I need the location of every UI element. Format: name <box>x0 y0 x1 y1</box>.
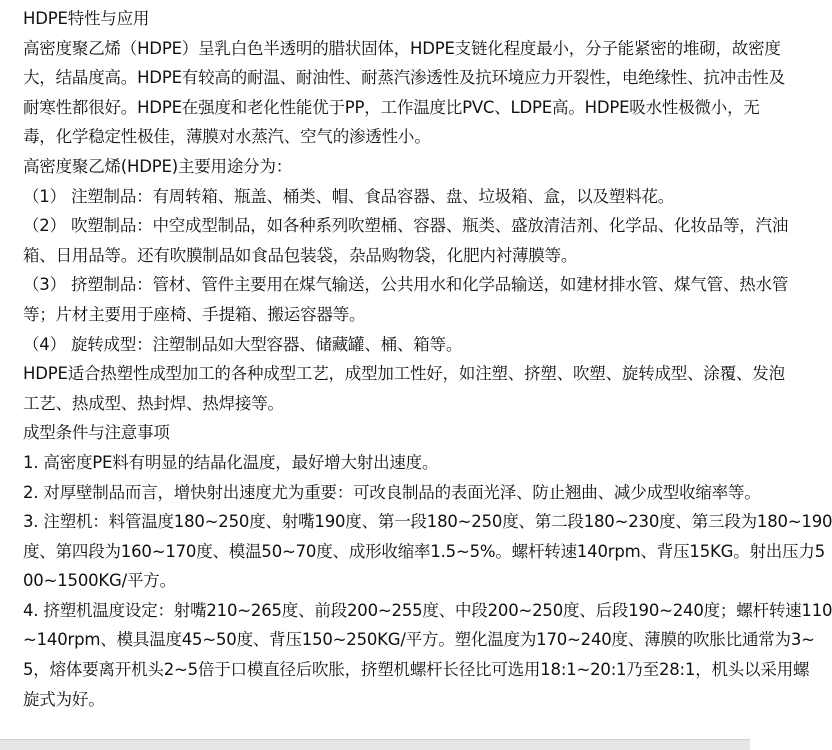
text-line: HDPE适合热塑性成型加工的各种成型工艺，成型加工性好，如注塑、挤塑、吹塑、旋转成型、涂覆、发泡 <box>23 364 785 384</box>
text-line: ~140rpm、模具温度45~50度、背压150~250KG/平方。塑化温度为170~240度、薄膜的吹胀比通常为3~ <box>23 630 815 650</box>
condition-item-3: 3. 注塑机：料管温度180~250度、射嘴190度、第一段180~250度、第二段180~230度、第三段为180~190 <box>23 512 832 532</box>
list-item-injection: （1） 注塑制品：有周转箱、瓶盖、桶类、帽、食品容器、盘、垃圾箱、盒，以及塑料花。 <box>23 186 675 206</box>
doc-title: HDPE特性与应用 <box>23 9 150 28</box>
document-body <box>23 4 832 714</box>
condition-item-2: 2. 对厚壁制品而言，增快射出速度尤为重要：可改良制品的表面光泽、防止翘曲、减少成型收缩率等。 <box>23 482 761 502</box>
text-line: 5，熔体要离开机头2~5倍于口模直径后吹胀，挤塑机螺杆长径比可选用18:1~20:1乃至28:1，机头以采用螺 <box>23 660 810 680</box>
condition-item-1: 1. 高密度PE料有明显的结晶化温度，最好增大射出速度。 <box>23 452 439 472</box>
list-item-extrusion: （3） 挤塑制品：管材、管件主要用在煤气输送，公共用水和化学品输送，如建材排水管、煤气管、热水管 <box>23 275 789 295</box>
text-line: 00~1500KG/平方。 <box>23 571 176 591</box>
text-line: 大，结晶度高。HDPE有较高的耐温、耐油性、耐蒸汽渗透性及抗环境应力开裂性，电绝缘性、抗冲击性及 <box>23 68 785 88</box>
text-line: 工艺、热成型、热封焊、热焊接等。 <box>23 393 284 413</box>
condition-item-4: 4. 挤塑机温度设定：射嘴210~265度、前段200~255度、中段200~250度、后段190~240度；螺杆转速110 <box>23 600 832 620</box>
text-line: 箱、日用品等。还有吹膜制品如食品包装袋，杂品购物袋，化肥内衬薄膜等。 <box>23 245 578 265</box>
text-line: 度、第四段为160~170度、模温50~70度、成形收缩率1.5~5%。螺杆转速140rpm、背压15KG。射出压力5 <box>23 541 825 561</box>
list-item-blow: （2） 吹塑制品：中空成型制品，如各种系列吹塑桶、容器、瓶类、盛放清洁剂、化学品、化妆品等，汽油 <box>23 216 789 236</box>
text-line: 高密度聚乙烯（HDPE）呈乳白色半透明的腊状固体，HDPE支链化程度最小，分子能紧密的堆砌，故密度 <box>23 38 781 58</box>
text-line: 等；片材主要用于座椅、手提箱、搬运容器等。 <box>23 304 366 324</box>
section-heading-conditions: 成型条件与注意事项 <box>23 423 170 443</box>
section-heading-uses: 高密度聚乙烯(HDPE)主要用途分为： <box>23 156 293 176</box>
text-line: 旋式为好。 <box>23 689 105 709</box>
horizontal-scrollbar[interactable] <box>0 739 750 750</box>
list-item-rotational: （4） 旋转成型：注塑制品如大型容器、储藏罐、桶、箱等。 <box>23 334 463 354</box>
text-line: 耐寒性都很好。HDPE在强度和老化性能优于PP，工作温度比PVC、LDPE高。HDPE吸水性极微小，无 <box>23 97 760 117</box>
text-line: 毒，化学稳定性极佳，薄膜对水蒸汽、空气的渗透性小。 <box>23 127 431 147</box>
